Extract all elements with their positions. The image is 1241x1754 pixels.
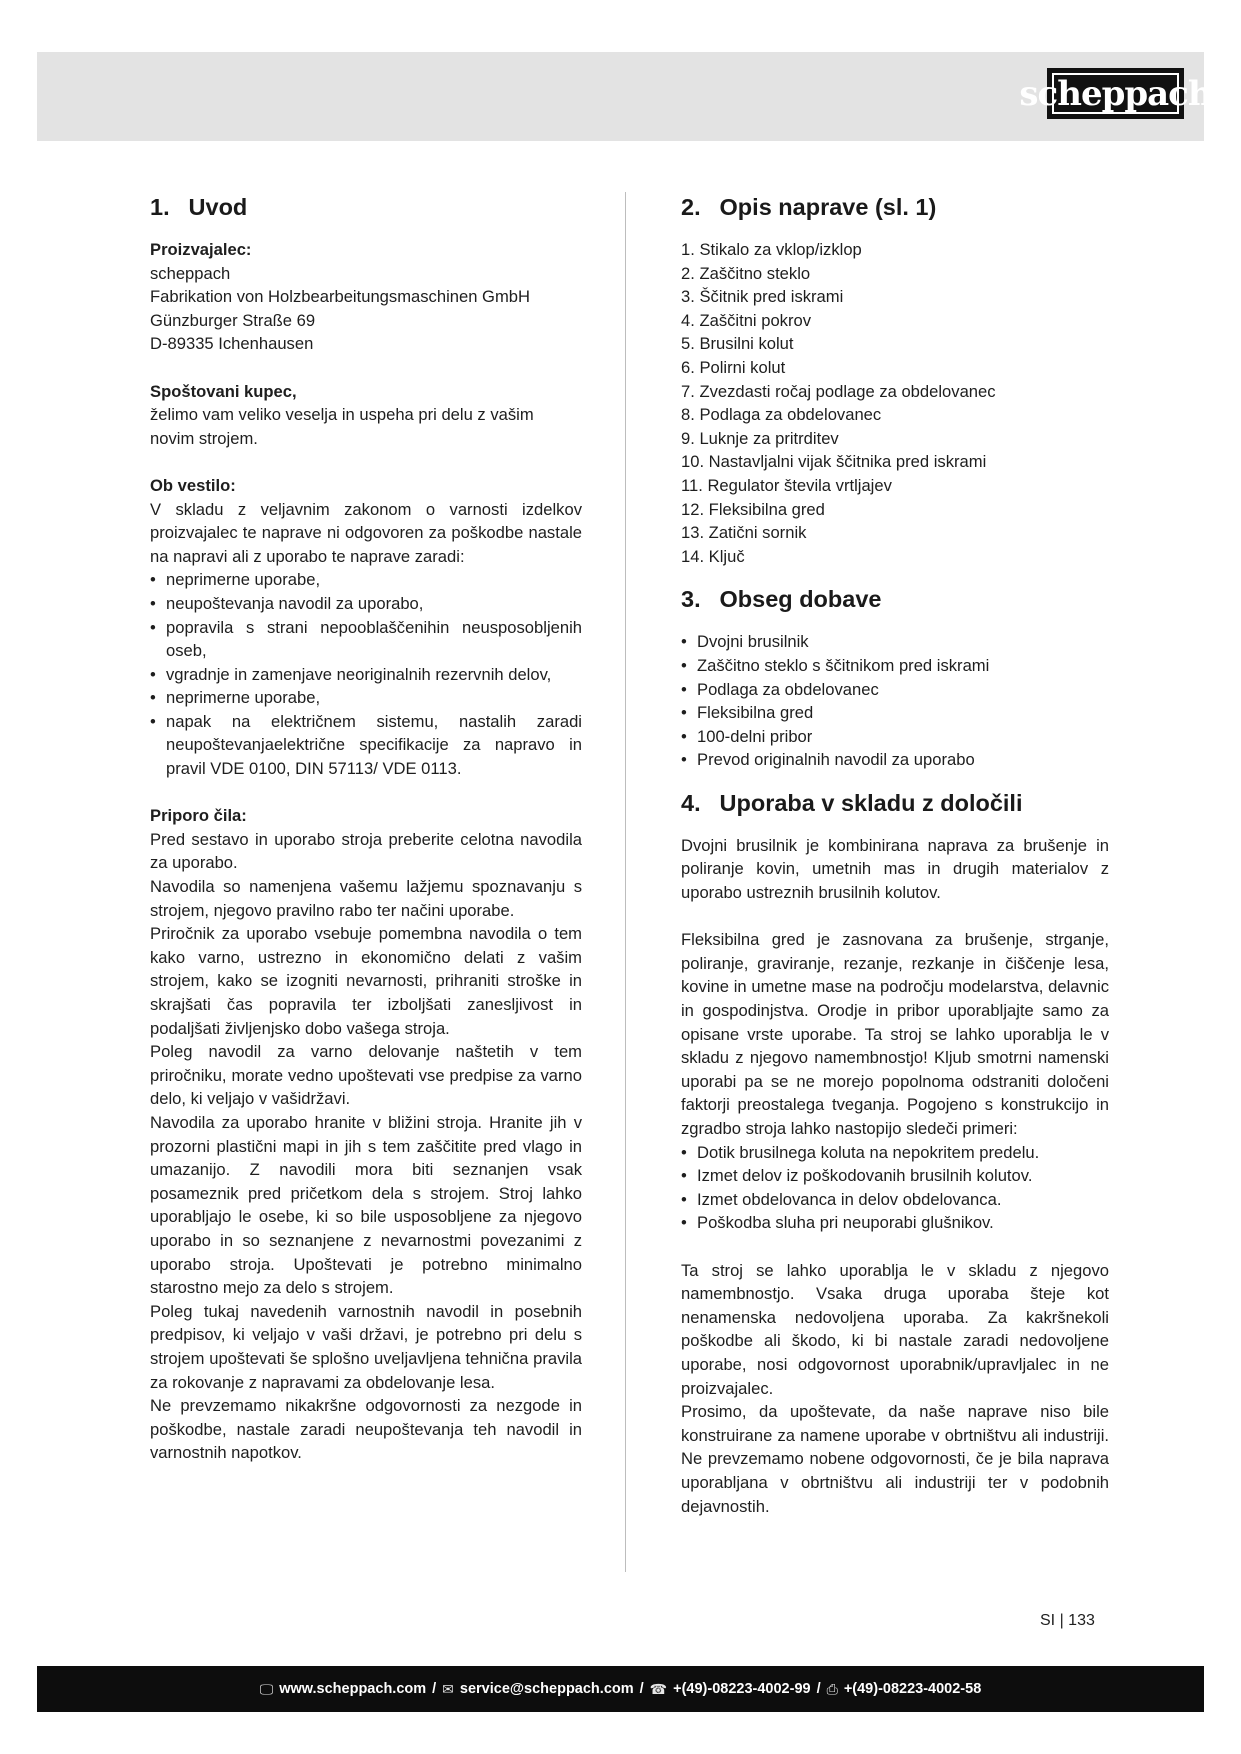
notice-label: Ob vestilo: [150, 475, 236, 495]
greeting-text: želimo vam veliko veselja in uspeha pri delu z vašim novim strojem. [150, 405, 534, 448]
delivery-list [681, 630, 1109, 772]
list-item: • Podlaga za obdelovanec [681, 678, 1109, 702]
section-3-heading [681, 584, 1109, 614]
list-item: 7. Zvezdasti ročaj podlage za obdelovanec [681, 381, 996, 401]
list-item: • Izmet obdelovanca in delov obdelovanca. [681, 1188, 1109, 1212]
column-divider [625, 192, 626, 1572]
list-item: • vgradnje in zamenjave neoriginalnih rezervnih delov, [150, 663, 582, 687]
page-number: SI | 133 [1040, 1612, 1095, 1629]
use-paragraph-1: Dvojni brusilnik je kombinirana naprava za brušenje in poliranje kovin, umetnih mas in drugih materialov z uporabo ustreznih brusilnih kolutov. [681, 835, 1109, 903]
right-column [681, 192, 1109, 1518]
list-item: 1. Stikalo za vklop/izklop [681, 240, 862, 259]
fax-icon: ⎙ [826, 1680, 838, 1697]
scheppach-logo: scheppach [1047, 68, 1184, 119]
use-paragraph-3: Ta stroj se lahko uporablja le v skladu z njegovo namembnostjo. Vsaka druga uporaba šteje kot nenamenska nedovoljena uporaba. Za kakršnekoli poškodbe ali škodo, ki bi nastale zaradi nedovoljene uporabe, nosi odgovornost uporabnik/upravljalec in ne proizvajalec. [681, 1260, 1109, 1398]
parts-list [681, 238, 1109, 568]
list-item: 9. Luknje za pritrditev [681, 428, 839, 448]
recommend-paragraph: Ne prevzemamo nikakršne odgovornosti za nezgode in poškodbe, nastale zaradi neupoštevanja teh navodil in varnostnih napotkov. [150, 1396, 582, 1463]
list-item: • Dvojni brusilnik [681, 630, 1109, 654]
recommend-paragraph: Navodila za uporabo hranite v bližini stroja. Hranite jih v prozorni plastični mapi in jih s tem zaščitite pred vlago in umazanijo. Z navodili mora biti seznanjen vsak posameznik pred pričetkom dela s strojem. Stroj lahko uporabljajo le osebe, ki so bile usposobljene za njegovo uporabo in so seznanjene z nevarnostmi povezanimi z uporabo stroja. Upoštevati je potrebno minimalno starostno mejo za delo s strojem. [150, 1112, 582, 1298]
list-item: 12. Fleksibilna gred [681, 499, 825, 519]
section-1-title: Uvod [188, 194, 248, 220]
header-band [37, 52, 1212, 141]
section-3-number: 3. [681, 586, 701, 613]
footer-separator: / [816, 1681, 821, 1697]
greeting-block [150, 380, 582, 451]
monitor-icon: 🖵 [259, 1680, 274, 1697]
manufacturer-line: Günzburger Straße 69 [150, 310, 316, 330]
use-paragraph-4: Prosimo, da upoštevate, da naše naprave niso bile konstruirane za namene uporabe v obrtništvu ali industriji. Ne prevzemamo nobene odgovornosti, če je bila naprava uporabljana v obrtništvu ali industriji ter v podobnih dejavnostih. [681, 1402, 1109, 1516]
recommend-block [150, 804, 582, 1465]
list-item: • Poškodba sluha pri neuporabi glušnikov. [681, 1211, 1109, 1235]
section-1-number: 1. [150, 194, 170, 220]
recommend-paragraph: Navodila so namenjena vašemu lažjemu spoznavanju s strojem, njegovo pravilno rabo ter načini uporabe. [150, 877, 582, 920]
list-item: 13. Zatični sornik [681, 523, 807, 543]
risk-list [681, 1141, 1109, 1235]
manufacturer-block [150, 238, 582, 356]
notice-text: V skladu z veljavnim zakonom o varnosti izdelkov proizvajalec te naprave ni odgovoren za poškodbe nastale na napravi ali z uporabo te naprave zaradi: [150, 499, 582, 566]
notice-block [150, 474, 582, 781]
list-item: 6. Polirni kolut [681, 357, 786, 377]
list-item: • Prevod originalnih navodil za uporabo [681, 748, 1109, 772]
manufacturer-label: Proizvajalec: [150, 240, 252, 259]
footer-fax: +(49)-08223-4002-58 [843, 1681, 982, 1697]
list-item: • neprimerne uporabe, [150, 686, 582, 710]
list-item: • Zaščitno steklo s ščitnikom pred iskrami [681, 654, 1109, 678]
manufacturer-line: D-89335 Ichenhausen [150, 334, 314, 354]
list-item: 3. Ščitnik pred iskrami [681, 287, 844, 307]
envelope-icon: ✉ [442, 1680, 454, 1697]
left-column [150, 192, 582, 1465]
list-item: 8. Podlaga za obdelovanec [681, 405, 882, 425]
recommend-paragraph: Poleg tukaj navedenih varnostnih navodil in posebnih predpisov, ki veljajo v vaši državi, je potrebno pri delu s strojem upoštevati še splošno uveljavljena tehnična pravila za rokovanje z napravami za obdelovanje lesa. [150, 1301, 582, 1392]
footer-phone: +(49)-08223-4002-99 [673, 1681, 811, 1697]
list-item: 4. Zaščitni pokrov [681, 310, 812, 330]
list-item: • neupoštevanja navodil za uporabo, [150, 592, 582, 616]
recommend-label: Priporo čila: [150, 806, 247, 826]
footer-bar [37, 1666, 1204, 1712]
recommend-paragraph: Priročnik za uporabo vsebuje pomembna navodila o tem kako varno, ustrezno in ekonomično delati z vašim strojem, kako se izogniti nevarnosti, prihraniti stroške in skrajšati čas popravila ter izboljšati zanesljivost in podaljšati življenjsko dobo vašega stroja. [150, 924, 582, 1038]
list-item: 11. Regulator števila vrtljajev [681, 475, 892, 495]
section-1-heading [150, 192, 582, 222]
section-3-title: Obseg dobave [719, 586, 882, 613]
manufacturer-line: Fabrikation von Holzbearbeitungsmaschinen GmbH [150, 287, 531, 307]
list-item: 2. Zaščitno steklo [681, 263, 811, 283]
list-item: • Dotik brusilnega koluta na nepokritem predelu. [681, 1141, 1109, 1165]
list-item: • popravila s strani nepooblaščenihin neusposobljenih oseb, [150, 616, 582, 663]
use-paragraph-2: Fleksibilna gred je zasnovana za brušenje, strganje, poliranje, graviranje, rezanje, rezkanje in čiščenje lesa, kovine in umetne mase na področju modelarstva, delavnic in gospodinjstva. Orodje in pribor uporabljajte samo za opisane vrste uporabe. Ta stroj se lahko uporablja le v skladu z njegovo namembnostjo! Kljub smotrni namenski uporabi pa se ne morejo popolnoma odstraniti določeni faktorji preostalega tveganja. Pogojeno s konstrukcijo in zgradbo stroja lahko nastopijo sledeči primeri: [681, 930, 1109, 1138]
list-item: • neprimerne uporabe, [150, 568, 582, 592]
list-item: 14. Ključ [681, 546, 745, 566]
recommend-paragraph: Pred sestavo in uporabo stroja preberite celotna navodila za uporabo. [150, 829, 582, 873]
section-4-heading [681, 788, 1109, 818]
greeting-label: Spoštovani kupec, [150, 381, 297, 401]
list-item: 10. Nastavljalni vijak ščitnika pred iskrami [681, 452, 987, 472]
recommend-paragraph: Poleg navodil za varno delovanje naštetih v tem priročniku, morate vedno upoštevati vse predpise za varno delo, ki veljajo v vašidržavi. [150, 1042, 582, 1109]
section-2-number: 2. [681, 194, 701, 220]
telephone-icon: ☎ [649, 1680, 668, 1697]
list-item: • 100-delni pribor [681, 725, 1109, 749]
manufacturer-line: scheppach [150, 263, 231, 283]
section-4-title: Uporaba v skladu z določili [719, 789, 1023, 816]
section-4-number: 4. [681, 789, 701, 816]
list-item: • napak na električnem sistemu, nastalih zaradi neupoštevanjaelektrične specifikacije za napravo in pravil VDE 0100, DIN 57113/ VDE 0113. [150, 710, 582, 781]
notice-list [150, 568, 582, 780]
footer-separator: / [639, 1681, 644, 1697]
footer-email[interactable]: service@scheppach.com [459, 1681, 634, 1697]
list-item: • Izmet delov iz poškodovanih brusilnih kolutov. [681, 1164, 1109, 1188]
section-2-heading [681, 192, 1109, 222]
footer-website[interactable]: www.scheppach.com [279, 1681, 427, 1697]
footer-separator: / [432, 1681, 437, 1697]
list-item: 5. Brusilni kolut [681, 334, 794, 354]
section-2-title: Opis naprave (sl. 1) [719, 194, 937, 220]
list-item: • Fleksibilna gred [681, 701, 1109, 725]
